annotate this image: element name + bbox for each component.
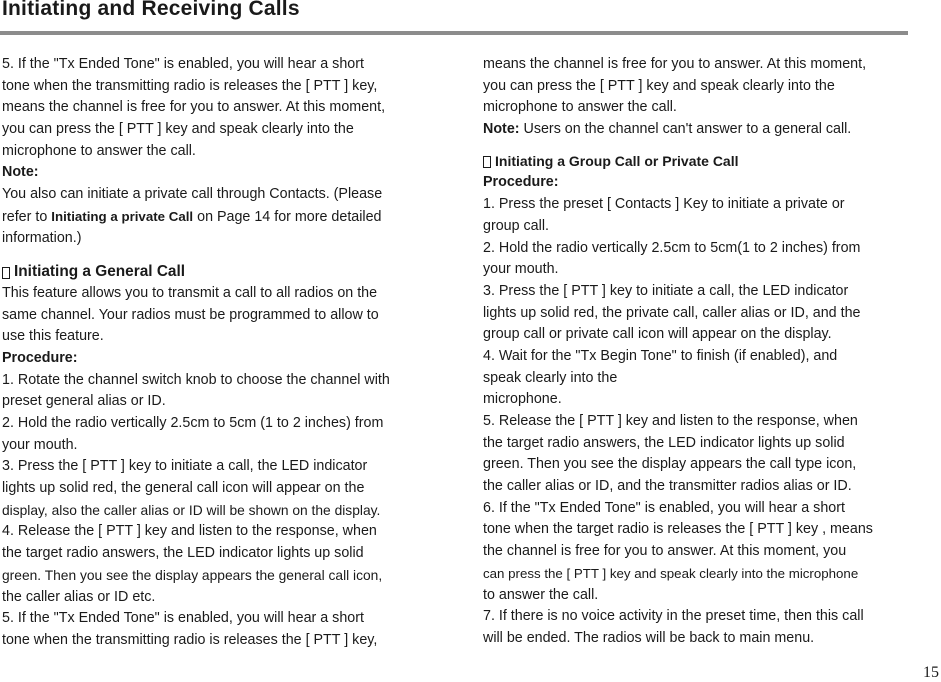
- text-line: means the channel is free for you to answer. At this moment,: [483, 56, 867, 72]
- step-line: the target radio answers, the LED indicator lights up solid: [2, 545, 364, 562]
- page-number: 15: [923, 664, 939, 681]
- step-line: the caller alias or ID, and the transmitter radios alias or ID.: [483, 478, 852, 495]
- step-line: microphone.: [483, 391, 562, 408]
- step-line: tone when the transmitting radio is releases the [ PTT ] key,: [2, 631, 378, 648]
- note-line: [2, 206, 432, 228]
- right-column: [483, 54, 913, 650]
- text-line: you can press the [ PTT ] key and speak clearly into the: [483, 77, 835, 94]
- step-line: 2. Hold the radio vertically 2.5cm to 5cm (1 to 2 inches) from: [2, 415, 384, 431]
- general-call-steps: [2, 370, 432, 652]
- group-call-heading: [483, 151, 913, 173]
- note-text: on Page 14 for more detailed: [193, 208, 382, 225]
- checkbox-bullet-icon: [2, 267, 10, 279]
- step-line: your mouth.: [2, 436, 78, 453]
- right-intro: [483, 54, 913, 119]
- procedure-label: Procedure:: [483, 174, 559, 191]
- note-label: Note:: [483, 121, 520, 138]
- general-call-heading: [2, 261, 432, 283]
- step-line: 3. Press the [ PTT ] key to initiate a call, the LED indicator: [483, 282, 849, 299]
- step-line: the channel is free for you to answer. At this moment, you: [483, 543, 847, 560]
- step-line: 6. If the "Tx Ended Tone" is enabled, you will hear a short: [483, 499, 845, 516]
- left-column: [2, 54, 432, 652]
- step-line: 1. Rotate the channel switch knob to choose the channel with: [2, 371, 390, 388]
- text-line: tone when the transmitting radio is releases the [ PTT ] key,: [2, 77, 378, 94]
- step-line: the caller alias or ID etc.: [2, 588, 156, 605]
- text-line: use this feature.: [2, 328, 104, 345]
- step-line: group call.: [483, 217, 549, 234]
- procedure-label: Procedure:: [2, 349, 78, 366]
- heading-text: Initiating a General Call: [14, 263, 186, 281]
- step-line: 4. Wait for the "Tx Begin Tone" to finish (if enabled), and: [483, 347, 838, 364]
- text-line: This feature allows you to transmit a call to all radios on the: [2, 284, 378, 301]
- left-intro: [2, 54, 432, 162]
- text-line: 5. If the "Tx Ended Tone" is enabled, you will hear a short: [2, 56, 364, 72]
- note-label: Note:: [2, 164, 39, 181]
- step-line: 3. Press the [ PTT ] key to initiate a call, the LED indicator: [2, 458, 368, 475]
- step-line: the target radio answers, the LED indicator lights up solid: [483, 434, 845, 451]
- step-line: can press the [ PTT ] key and speak clearly into the microphone: [483, 565, 859, 581]
- step-line: green. Then you see the display appears the call type icon,: [483, 456, 857, 473]
- step-line: 5. Release the [ PTT ] key and listen to the response, when: [483, 413, 858, 429]
- note-line: information.): [2, 229, 82, 246]
- step-line: green. Then you see the display appears the general call icon,: [2, 567, 383, 583]
- general-call-note: [483, 119, 913, 141]
- step-line: will be ended. The radios will be back to main menu.: [483, 629, 815, 646]
- step-line: speak clearly into the: [483, 369, 618, 386]
- step-line: group call or private call icon will appear on the display.: [483, 326, 832, 343]
- text-line: means the channel is free for you to answer. At this moment,: [2, 99, 386, 116]
- text-line: microphone to answer the call.: [483, 99, 677, 116]
- cross-reference-link: Initiating a private Call: [51, 208, 194, 224]
- step-line: 7. If there is no voice activity in the preset time, then this call: [483, 608, 864, 625]
- step-line: preset general alias or ID.: [2, 393, 166, 410]
- checkbox-bullet-icon: [483, 156, 491, 168]
- step-line: 4. Release the [ PTT ] key and listen to the response, when: [2, 523, 377, 540]
- heading-text: Initiating a Group Call or Private Call: [495, 152, 739, 169]
- note-text: refer to: [2, 208, 52, 225]
- step-line: display, also the caller alias or ID will be shown on the display.: [2, 502, 381, 518]
- step-line: your mouth.: [483, 261, 559, 278]
- step-line: lights up solid red, the private call, caller alias or ID, and the: [483, 304, 861, 321]
- group-call-steps: [483, 194, 913, 649]
- note-line: You also can initiate a private call through Contacts. (Please: [2, 186, 383, 203]
- text-line: you can press the [ PTT ] key and speak clearly into the: [2, 121, 354, 138]
- step-line: 1. Press the preset [ Contacts ] Key to initiate a private or: [483, 196, 845, 213]
- text-line: microphone to answer the call.: [2, 142, 196, 159]
- general-call-description: [2, 283, 432, 348]
- step-line: lights up solid red, the general call icon will appear on the: [2, 480, 365, 497]
- step-line: 5. If the "Tx Ended Tone" is enabled, you will hear a short: [2, 610, 364, 627]
- note-text: Users on the channel can't answer to a general call.: [519, 121, 852, 138]
- step-line: tone when the target radio is releases the [ PTT ] key , means: [483, 521, 873, 538]
- text-line: same channel. Your radios must be programmed to allow to: [2, 306, 379, 323]
- step-line: 2. Hold the radio vertically 2.5cm to 5cm(1 to 2 inches) from: [483, 239, 861, 256]
- page-title: Initiating and Receiving Calls: [2, 0, 300, 20]
- title-divider: [0, 31, 908, 35]
- step-line: to answer the call.: [483, 586, 599, 603]
